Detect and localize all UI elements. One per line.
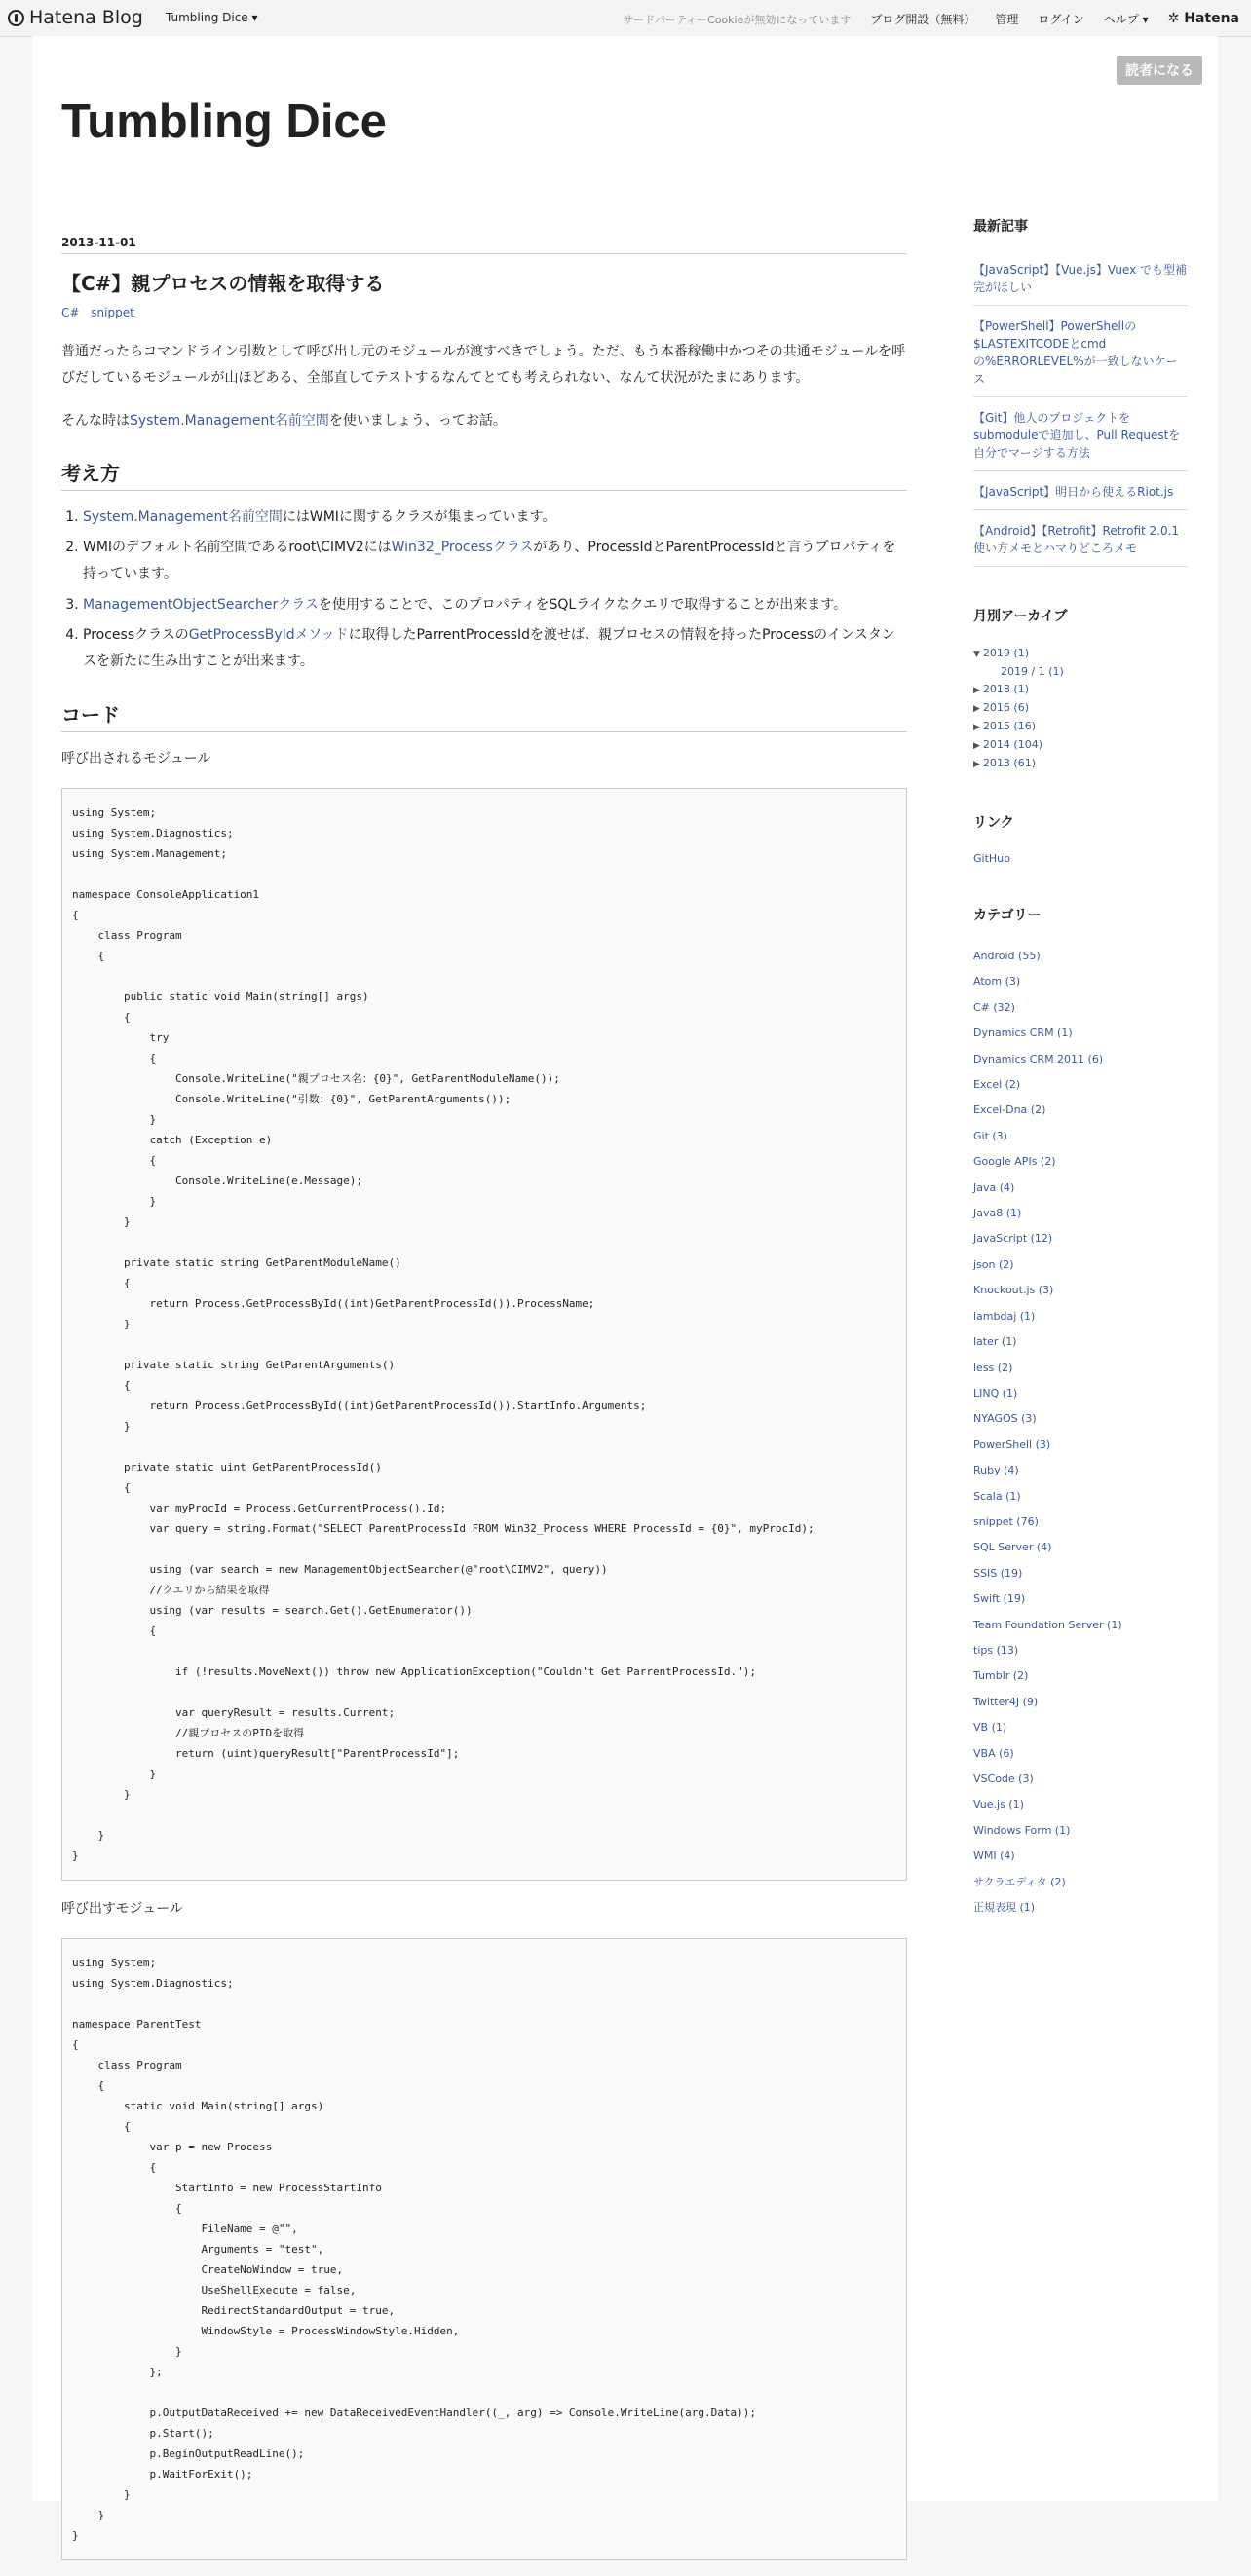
category-link[interactable]: JavaScript (12) (973, 1232, 1053, 1246)
code-block-caller: using System; using System.Diagnostics; namespace ParentTest { class Program { static void Main(string[] args) { var p = new Process { StartInfo = new ProcessStartInfo { FileName = @"", Arguments = "test", CreateNoWindow = true, UseShellExecute = false, RedirectStandardOutput = true, WindowStyle = ProcessWindowStyle.Hidden, } }; p.OutputDataReceived += new DataReceivedEventHandler((_, arg) => Console.WriteLine(arg.Data)); p.Start(); p.BeginOutputReadLine(); p.WaitForExit(); } } } (61, 1938, 907, 2560)
archive-link[interactable]: 2019 (1) (982, 647, 1029, 659)
code-caption: 呼び出されるモジュール (61, 750, 211, 766)
archive-link[interactable]: 2019 / 1 (1) (1001, 665, 1064, 678)
triangle-down-icon[interactable]: ▼ (973, 650, 980, 659)
category-link[interactable]: Excel (2) (973, 1078, 1021, 1092)
section-heading: 考え方 (61, 458, 907, 491)
category-link[interactable]: tips (13) (973, 1643, 1019, 1657)
text: そんな時は (61, 412, 130, 429)
archive-list (973, 645, 1188, 773)
category-link[interactable]: Tumblr (2) (973, 1669, 1029, 1683)
system-management-link[interactable]: System.Management名前空間 (130, 412, 329, 429)
category-link[interactable]: lambdaj (1) (973, 1309, 1036, 1323)
recent-list (973, 255, 1188, 567)
intro-paragraph: 普通だったらコマンドライン引数として呼び出し元のモジュールが渡すべきでしょう。ただ、もう本番稼働中かつその共通モジュールを呼びだしているモジュールが山ほどある、全部直してテストするなんてとても考えられない、なんて状況がたまにあります。 (61, 344, 906, 387)
category-link[interactable]: Scala (1) (973, 1489, 1021, 1503)
entry-date[interactable]: 2013-11-01 (61, 236, 907, 254)
sidebar (973, 216, 1188, 1960)
category-link[interactable]: NYAGOS (3) (973, 1412, 1037, 1426)
entry-body (61, 339, 907, 2560)
category-link[interactable]: snippet (91, 306, 134, 319)
doc-link[interactable]: System.Management名前空間 (83, 508, 283, 525)
text: を使いましょう、ってお話。 (328, 412, 507, 429)
hatena-icon: ✲ (1167, 10, 1185, 26)
subscribe-button[interactable]: 読者になる (1117, 56, 1202, 85)
list-item (83, 592, 907, 618)
list-item (83, 535, 907, 588)
archive-link[interactable]: 2013 (61) (982, 757, 1036, 769)
entry-categories (61, 306, 907, 319)
category-link[interactable]: Java (4) (973, 1180, 1015, 1194)
list-item (83, 622, 907, 676)
list-item (83, 504, 907, 531)
category-link[interactable]: PowerShell (3) (973, 1437, 1051, 1451)
entry-title[interactable]: 【C#】親プロセスの情報を取得する (61, 272, 385, 295)
doc-link[interactable]: Win32_Processクラス (391, 540, 534, 556)
archive-link[interactable]: 2014 (104) (982, 738, 1042, 751)
text: Processクラスの (83, 627, 189, 644)
category-link[interactable]: C# (32) (973, 1000, 1015, 1014)
cookie-notice: サードパーティーCookieが無効になっています (623, 13, 852, 26)
triangle-right-icon[interactable]: ▶ (973, 741, 980, 751)
archive-link[interactable]: 2018 (1) (982, 683, 1029, 695)
category-link[interactable]: サクラエディタ (2) (973, 1875, 1066, 1888)
recent-entries-module (973, 216, 1188, 567)
category-link[interactable]: VB (1) (973, 1721, 1007, 1735)
category-link[interactable]: Java8 (1) (973, 1207, 1022, 1220)
category-link[interactable]: Ruby (4) (973, 1464, 1019, 1477)
category-link[interactable]: json (2) (973, 1257, 1014, 1271)
intro-paragraph-2 (61, 408, 907, 434)
blog-name-menu[interactable]: Tumbling Dice ▾ (166, 11, 258, 24)
category-link[interactable]: Twitter4J (9) (973, 1695, 1039, 1708)
module-title: 月別アーカイブ (973, 609, 1068, 624)
code-caption: 呼び出すモジュール (61, 1900, 183, 1917)
category-link[interactable]: Google APIs (2) (973, 1155, 1056, 1169)
archive-item (973, 699, 1188, 718)
category-link[interactable]: SSIS (19) (973, 1566, 1023, 1580)
recent-entry-link[interactable]: 【Git】他人のプロジェクトをsubmoduleで追加し、Pull Requestを自分でマージする方法 (973, 403, 1188, 471)
section-heading: コード (61, 699, 907, 732)
hatena-label: Hatena (1184, 10, 1239, 26)
approach-list (61, 504, 907, 676)
login-link[interactable]: ログイン (1038, 13, 1084, 26)
archive-item (973, 663, 1188, 681)
site-title[interactable]: Tumbling Dice (61, 95, 387, 148)
category-link[interactable]: later (1) (973, 1335, 1017, 1349)
start-blog-link[interactable]: ブログ開設（無料） (870, 13, 976, 26)
hatena-blog-logo[interactable] (8, 7, 143, 28)
recent-entry-link[interactable]: 【JavaScript】【Vue.js】Vuex でも型補完がほしい (973, 255, 1188, 306)
recent-entry-link[interactable]: 【PowerShell】PowerShellの$LASTEXITCODEとcmdの%ERRORLEVEL%が一致しないケース (973, 312, 1188, 397)
triangle-right-icon[interactable]: ▶ (973, 704, 980, 714)
logo-text: Hatena Blog (29, 7, 143, 28)
triangle-right-icon[interactable]: ▶ (973, 723, 980, 732)
blog-page (32, 36, 1218, 2543)
category-link[interactable]: Swift (19) (973, 1592, 1026, 1606)
category-link[interactable]: Excel-Dna (2) (973, 1103, 1046, 1117)
text: に取得したParrentProcessIdを渡せば、親プロセスの情報を持ったProcessのインスタンスを新たに生み出すことが出来ます。 (83, 627, 895, 670)
archive-module (973, 606, 1188, 773)
module-title: 最新記事 (973, 219, 1028, 235)
text: WMIのデフォルト名前空間であるroot\CIMV2には (83, 540, 392, 556)
category-link[interactable]: less (2) (973, 1361, 1013, 1374)
help-menu[interactable]: ヘルプ ▾ (1103, 13, 1149, 26)
hatena-logo-icon (8, 10, 24, 26)
archive-item (973, 755, 1188, 773)
doc-link[interactable]: GetProcessByIdメソッド (188, 627, 349, 644)
text: があり、ProcessIdとParentProcessIdと言うプロパティを持っています。 (83, 540, 896, 582)
text: にはWMIに関するクラスが集まっています。 (282, 508, 556, 525)
admin-link[interactable]: 管理 (995, 13, 1019, 26)
category-link[interactable]: LINQ (1) (973, 1386, 1018, 1400)
category-link[interactable]: WMI (4) (973, 1849, 1015, 1863)
archive-item (973, 736, 1188, 755)
module-title: カテゴリー (973, 908, 1042, 923)
module-title: リンク (973, 815, 1014, 831)
text: を使用することで、このプロパティをSQLライクなクエリで取得することが出来ます。 (318, 596, 848, 613)
triangle-right-icon[interactable]: ▶ (973, 686, 980, 695)
category-link[interactable]: VSCode (3) (973, 1773, 1034, 1785)
global-header (0, 0, 1251, 37)
header-actions (623, 11, 1239, 27)
triangle-right-icon[interactable]: ▶ (973, 760, 980, 769)
archive-item (973, 645, 1188, 663)
archive-link[interactable]: 2016 (6) (982, 701, 1029, 714)
category-link[interactable]: Dynamics CRM 2011 (6) (973, 1052, 1104, 1065)
recent-entry-link[interactable]: 【JavaScript】明日から使えるRiot.js (973, 477, 1188, 510)
category-link[interactable]: Vue.js (1) (973, 1798, 1024, 1811)
entry (61, 236, 907, 2576)
category-link[interactable]: Atom (3) (973, 975, 1021, 989)
category-list (973, 944, 1188, 1921)
categories-module (973, 905, 1188, 1921)
archive-item (973, 718, 1188, 736)
category-link[interactable]: Team Foundation Server (1) (973, 1618, 1122, 1631)
archive-link[interactable]: 2015 (16) (982, 720, 1036, 732)
category-link[interactable]: Android (55) (973, 950, 1041, 962)
links-module (973, 812, 1188, 866)
category-link[interactable]: Git (3) (973, 1129, 1007, 1142)
category-link[interactable]: VBA (6) (973, 1746, 1014, 1760)
category-link[interactable]: 正規表現 (1) (973, 1901, 1036, 1915)
category-link[interactable]: SQL Server (4) (973, 1541, 1052, 1554)
hatena-link[interactable] (1168, 11, 1239, 26)
code-block-called: using System; using System.Diagnostics; using System.Management; namespace ConsoleApplication1 { class Program { public static void Main(string[] args) { try { Console.WriteLine("親プロセス名：{0}", GetParentModuleName()); Console.WriteLine("引数：{0}", GetParentArguments()); } catch (Exception e) { Console.WriteLine(e.Message); } } private static string GetParentModuleName() { return Process.GetProcessById((int)GetParentProcessId()).ProcessName; } private static string GetParentArguments() { return Process.GetProcessById((int)GetParentProcessId()).StartInfo.Arguments; } private static uint GetParentProcessId() { var myProcId = Process.GetCurrentProcess().Id; var query = string.Format("SELECT ParentProcessId FROM Win32_Process WHERE ProcessId = {0}", myProcId); using (var search = new ManagementObjectSearcher(@"root\CIMV2", query)) //クエリから結果を取得 using (var results = search.Get().GetEnumerator()) { if (!results.MoveNext()) throw new ApplicationException("Couldn't Get ParrentProcessId."); var queryResult = results.Current; //親プロセスのPIDを取得 return (uint)queryResult["ParentProcessId"]; } } } } (61, 788, 907, 1881)
recent-entry-link[interactable]: 【Android】【Retrofit】Retrofit 2.0.1 使い方メモとハマりどころメモ (973, 516, 1188, 567)
doc-link[interactable]: ManagementObjectSearcherクラス (83, 596, 319, 613)
category-link[interactable]: Knockout.js (3) (973, 1284, 1054, 1297)
archive-item (973, 681, 1188, 699)
category-link[interactable]: C# (61, 306, 80, 319)
category-link[interactable]: Windows Form (1) (973, 1823, 1071, 1837)
category-link[interactable]: Dynamics CRM (1) (973, 1027, 1073, 1040)
github-link[interactable]: GitHub (973, 852, 1011, 865)
category-link[interactable]: snippet (76) (973, 1514, 1039, 1528)
